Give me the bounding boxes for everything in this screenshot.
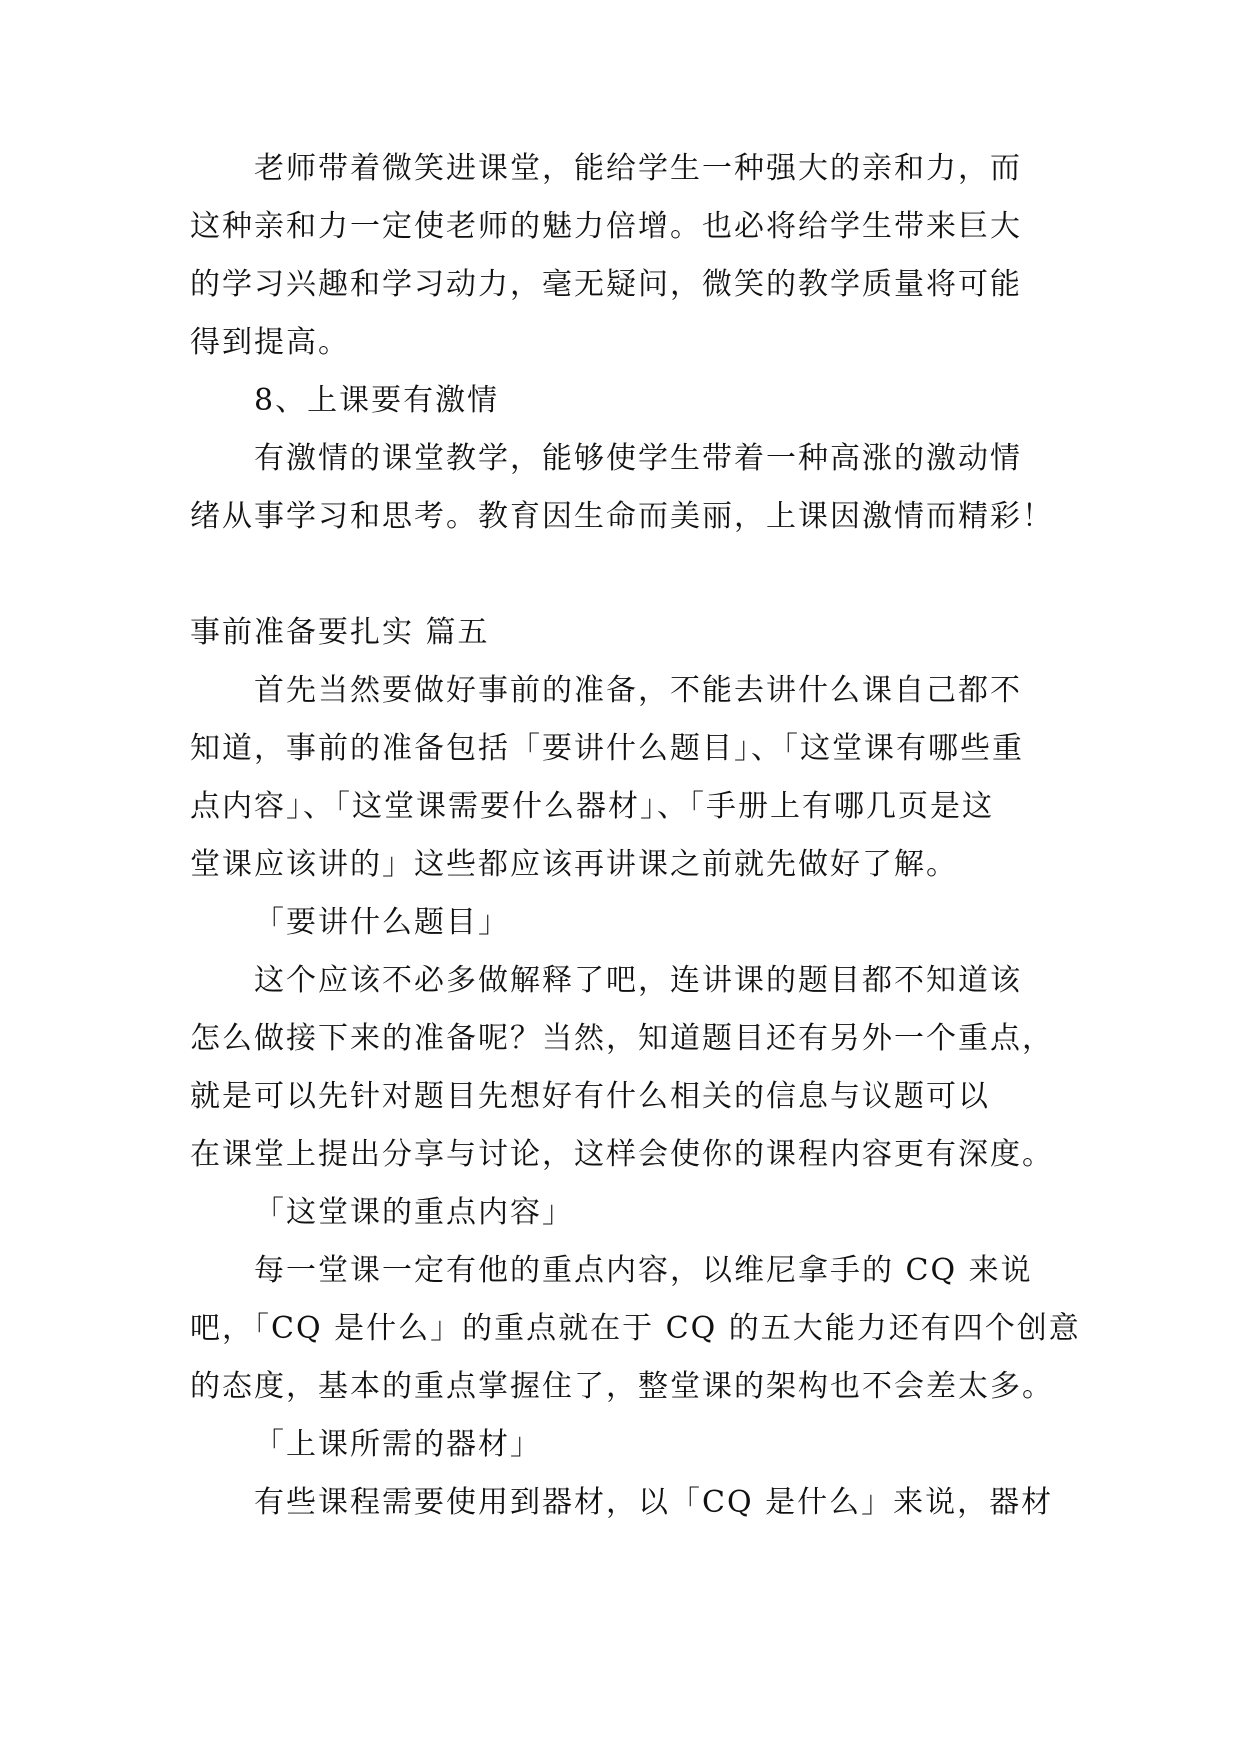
paragraph <box>190 1416 1054 1474</box>
text-line: 这种亲和力一定使老师的魅力倍增。也必将给学生带来巨大 <box>190 209 1022 244</box>
paragraph <box>190 430 1054 546</box>
paragraph <box>190 1184 1054 1242</box>
text-line: 吧，「CQ 是什么」的重点就在于 CQ 的五大能力还有四个创意 <box>190 1311 1081 1346</box>
text-line: 有些课程需要使用到器材，以「CQ 是什么」来说，器材 <box>254 1485 1054 1520</box>
text-line: 「这堂课的重点内容」 <box>254 1195 574 1230</box>
text-line: 的学习兴趣和学习动力，毫无疑问，微笑的教学质量将可能 <box>190 267 1022 302</box>
paragraph <box>190 662 1054 894</box>
text-line: 老师带着微笑进课堂，能给学生一种强大的亲和力，而 <box>254 151 1022 186</box>
text-line: 「要讲什么题目」 <box>254 905 510 940</box>
text-line: 的态度，基本的重点掌握住了，整堂课的架构也不会差太多。 <box>190 1369 1054 1404</box>
paragraph-spacer <box>190 546 1054 604</box>
text-line: 知道，事前的准备包括「要讲什么题目」、「这堂课有哪些重 <box>190 731 1024 766</box>
paragraph <box>190 1242 1081 1416</box>
text-line: 首先当然要做好事前的准备，不能去讲什么课自己都不 <box>254 673 1022 708</box>
text-line: 在课堂上提出分享与讨论，这样会使你的课程内容更有深度。 <box>190 1137 1054 1172</box>
paragraph <box>190 140 1054 372</box>
text-line: 有激情的课堂教学，能够使学生带着一种高涨的激动情 <box>254 441 1022 476</box>
paragraph <box>190 1474 1054 1532</box>
text-line: 「上课所需的器材」 <box>254 1427 542 1462</box>
text-line: 这个应该不必多做解释了吧，连讲课的题目都不知道该 <box>254 963 1022 998</box>
text-line: 怎么做接下来的准备呢？当然，知道题目还有另外一个重点， <box>190 1021 1054 1056</box>
text-line: 堂课应该讲的」这些都应该再讲课之前就先做好了解。 <box>190 847 958 882</box>
text-line: 8、上课要有激情 <box>254 383 500 418</box>
paragraph <box>190 952 1054 1184</box>
text-line: 事前准备要扎实 篇五 <box>190 615 490 650</box>
text-line: 得到提高。 <box>190 325 350 360</box>
section-heading <box>190 604 1054 662</box>
text-line: 每一堂课一定有他的重点内容，以维尼拿手的 CQ 来说 <box>254 1253 1033 1288</box>
paragraph <box>190 894 1054 952</box>
text-line: 就是可以先针对题目先想好有什么相关的信息与议题可以 <box>190 1079 990 1114</box>
text-line: 绪从事学习和思考。教育因生命而美丽，上课因激情而精彩！ <box>190 499 1054 534</box>
paragraph <box>190 372 1054 430</box>
text-line: 点内容」、「这堂课需要什么器材」、「手册上有哪几页是这 <box>190 789 994 824</box>
document-body <box>190 140 1081 1532</box>
